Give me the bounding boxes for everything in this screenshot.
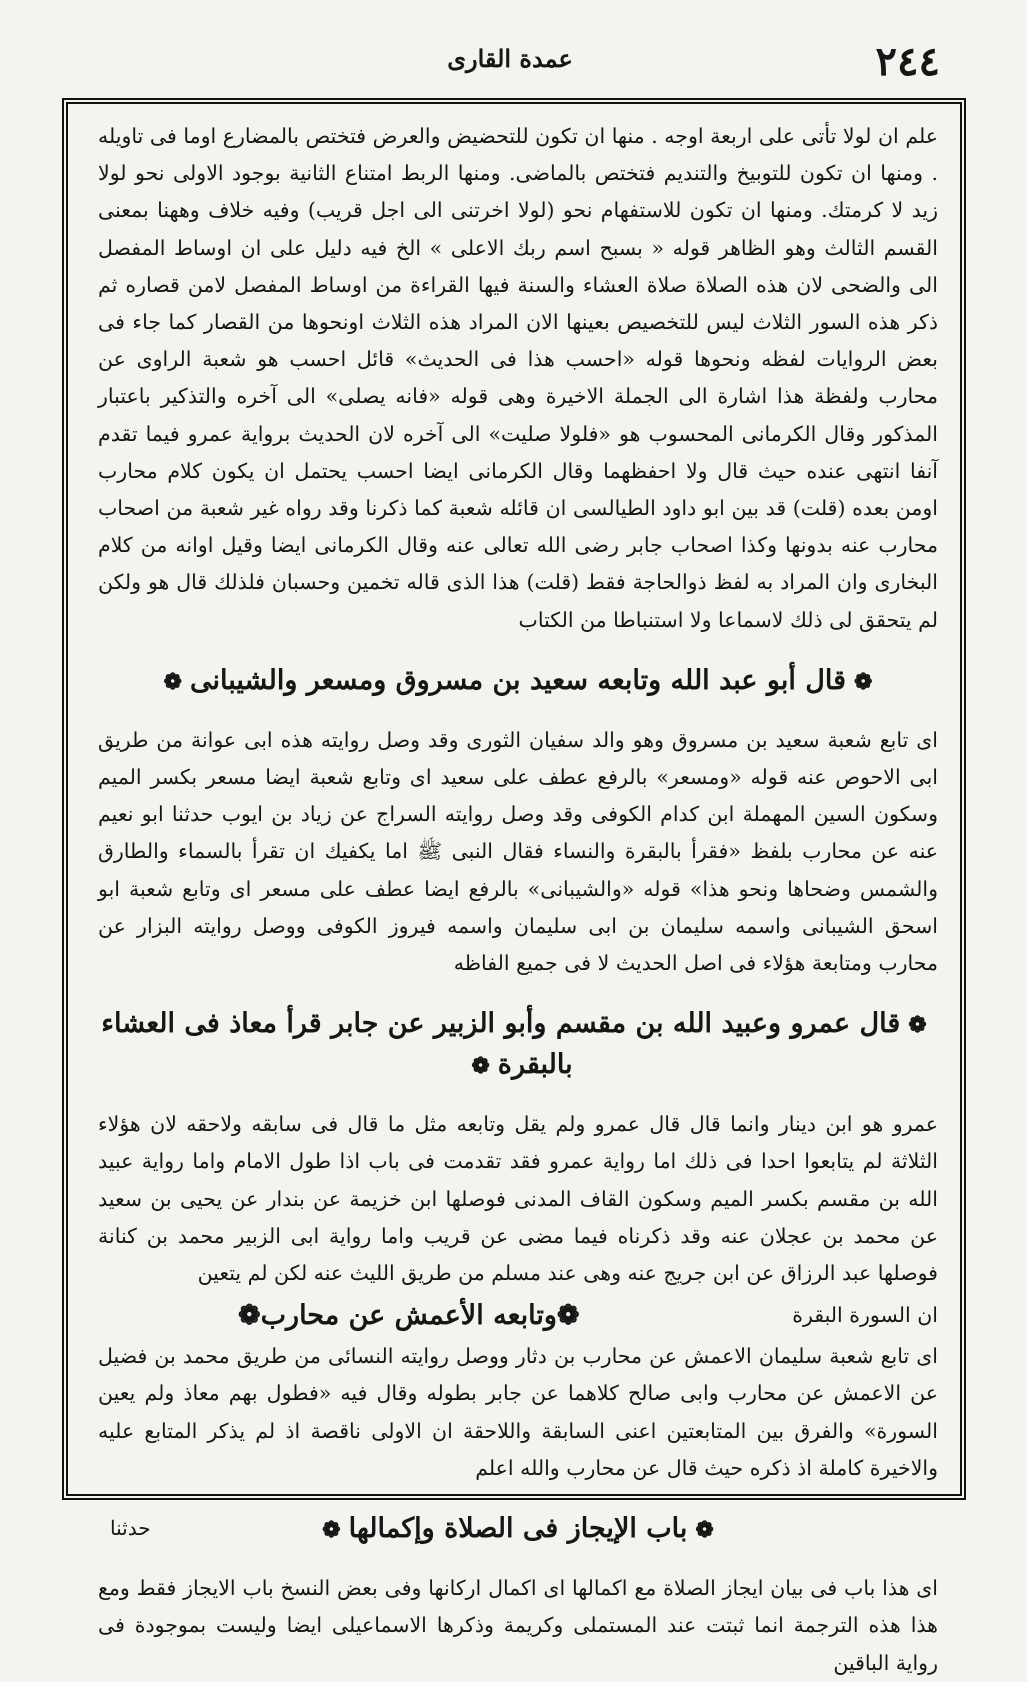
book-title: عمدة القارى	[447, 44, 573, 73]
ornament-open-icon: ❁	[556, 1299, 580, 1331]
ornament-open-icon: ❁	[695, 1517, 714, 1544]
ornament-close-icon: ❁	[322, 1517, 341, 1544]
ornament-open-icon: ❁	[854, 668, 873, 695]
commentary-paragraph-2: اى تابع شعبة سعيد بن مسروق وهو والد سفيان الثورى وقد وصل روايته هذه ابى عوانة من طريق ابى الاحوص عنه قوله «ومسعر» بالرفع عطف على سعيد اى وتابع شعبة ايضا مسعر بكسر الميم وسكون السين المهملة ابن كدام الكوفى وقد وصل روايته السراج عن زياد بن ايوب حدثنا ابو نعيم عنه عن محارب بلفظ «فقرأ بالبقرة والنساء فقال النبى ﷺ اما يكفيك ان تقرأ بالسماء والطارق والشمس وضحاها ونحو هذا» قوله «والشيبانى» بالرفع ايضا عطف على مسعر اى وتابع شعبة ابو اسحق الشيبانى واسمه سليمان بن ابى سليمان واسمه فيروز الكوفى ووصل روايته البزار عن محارب ومتابعة هؤلاء فى اصل الحديث لا فى جميع الفاظه	[98, 727, 939, 976]
text-frame	[62, 98, 966, 1675]
ornament-open-icon: ❁	[908, 1012, 927, 1039]
page-header	[80, 30, 940, 100]
ornament-close-icon: ❁	[238, 1299, 261, 1331]
heading-text-2: قال عمرو وعبيد الله بن مقسم وأبو الزبير عن جابر قرأ معاذ فى العشاء بالبقرة	[101, 1008, 901, 1081]
chapter-heading-3	[238, 1300, 580, 1331]
chapter-heading-4	[98, 1509, 938, 1550]
heading-text-1: قال أبو عبد الله وتابعه سعيد بن مسروق ومسعر والشيبانى	[189, 664, 847, 696]
ornament-close-icon: ❁	[471, 1053, 490, 1080]
paragraph-3-tail: ان السورة البقرة	[792, 1303, 938, 1328]
catchword: حدثنا	[110, 1516, 151, 1540]
commentary-paragraph-5: اى هذا باب فى بيان ايجاز الصلاة مع اكمالها اى اكمال اركانها وفى بعض النسخ باب الايجاز فقط ومع هذا هذه الترجمة انما ثبتت عند المستملى وكريمة وذكرها الاسماعيلى ايضا وليست بموجودة فى رواية الباقين	[98, 1576, 938, 1675]
page-number: ٢٤٤	[875, 38, 940, 85]
commentary-paragraph-4: اى تابع شعبة سليمان الاعمش عن محارب بن دثار ووصل روايته النسائى من طريق محمد بن فضيل عن الاعمش عن محارب وابى صالح كلاهما عن جابر بطوله وقال فيه «فطول بهم معاذ ولم يعين السورة» والفرق بين المتابعتين اعنى السابقة واللاحقة ان الاولى ناقصة اذ لم يذكر المتابع عليه والاخيرة كاملة اذ ذكره حيث قال عن محارب والله اعلم	[98, 1344, 938, 1480]
chapter-heading-2	[98, 1004, 938, 1086]
text-body	[98, 118, 939, 1675]
inline-heading-row	[98, 1292, 938, 1338]
chapter-heading-1	[98, 661, 938, 702]
heading-text-4: باب الإيجاز فى الصلاة وإكمالها	[348, 1513, 688, 1545]
commentary-paragraph-1: علم ان لولا تأتى على اربعة اوجه . منها ان تكون للتحضيض والعرض فتختص بالمضارع اوما فى تاويله . ومنها ان تكون للتوبيخ والتنديم فتختص بالماضى. ومنها الربط امتناع الثانية بوجود الاولى نحو لولا زيد لا كرمتك. ومنها ان تكون للاستفهام نحو (لولا اخرتنى الى اجل قريب) وفيه خلاف وههنا بمعنى القسم الثالث وهو الظاهر قوله « بسبح اسم ربك الاعلى » الخ فيه دليل على ان اوساط المفصل الى والضحى لان هذه الصلاة صلاة العشاء والسنة فيها القراءة من اوساط المفصل لامن قصاره ثم ذكر هذه السور الثلاث ليس للتخصيص بعينها الان المراد هذه الثلاث اونحوها من القصار كما جاء فى بعض الروايات لفظه ونحوها قوله «احسب هذا فى الحديث» قائل احسب هو شعبة الراوى عن محارب ولفظة هذا اشارة الى الجملة الاخيرة وهى قوله «فانه يصلى» الى آخره والتذكير باعتبار المذكور وقال الكرمانى المحسوب هو «فلولا صليت» الى آخره لان الحديث برواية عمرو فيما تقدم آنفا انتهى عنده حيث قال ولا احفظهما وقال الكرمانى ايضا احسب يحتمل ان يكون كلام محارب اومن بعده (قلت) قد بين ابو داود الطيالسى ان قائله شعبة كما ذكرنا وقد رواه غير شعبة من اصحاب محارب عنه بدونها وكذا اصحاب جابر رضى الله تعالى عنه وقال الكرمانى ايضا وقيل اوانه من كلام البخارى وان المراد به لفظ ذوالحاجة فقط (قلت) هذا الذى قاله تخمين وحسبان فلذلك قال هو ولكن لم يتحقق لى ذلك لاسماعا ولا استنباطا من الكتاب	[98, 124, 938, 632]
commentary-paragraph-3: عمرو هو ابن دينار وانما قال قال عمرو ولم يقل وتابعه مثل ما قال فى سابقه ولاحقه لان هؤلاء الثلاثة لم يتابعوا احدا فى ذلك اما رواية عمرو فقد تقدمت فى باب اذا طول الامام واما رواية عبيد الله بن مقسم بكسر الميم وسكون القاف المدنى فوصلها ابن خزيمة عن بندار عن يحيى بن سعيد عن محمد بن عجلان عنه وقد ذكرناه فيما مضى عن قريب واما رواية ابى الزبير محمد بن كنانة فوصلها عبد الرزاق عن ابن جريج عنه وهى عند مسلم من طريق الليث عنه لكن لم يتعين	[98, 1112, 938, 1286]
ornament-close-icon: ❁	[163, 668, 182, 695]
heading-text-3: وتابعه الأعمش عن محارب	[260, 1299, 557, 1331]
